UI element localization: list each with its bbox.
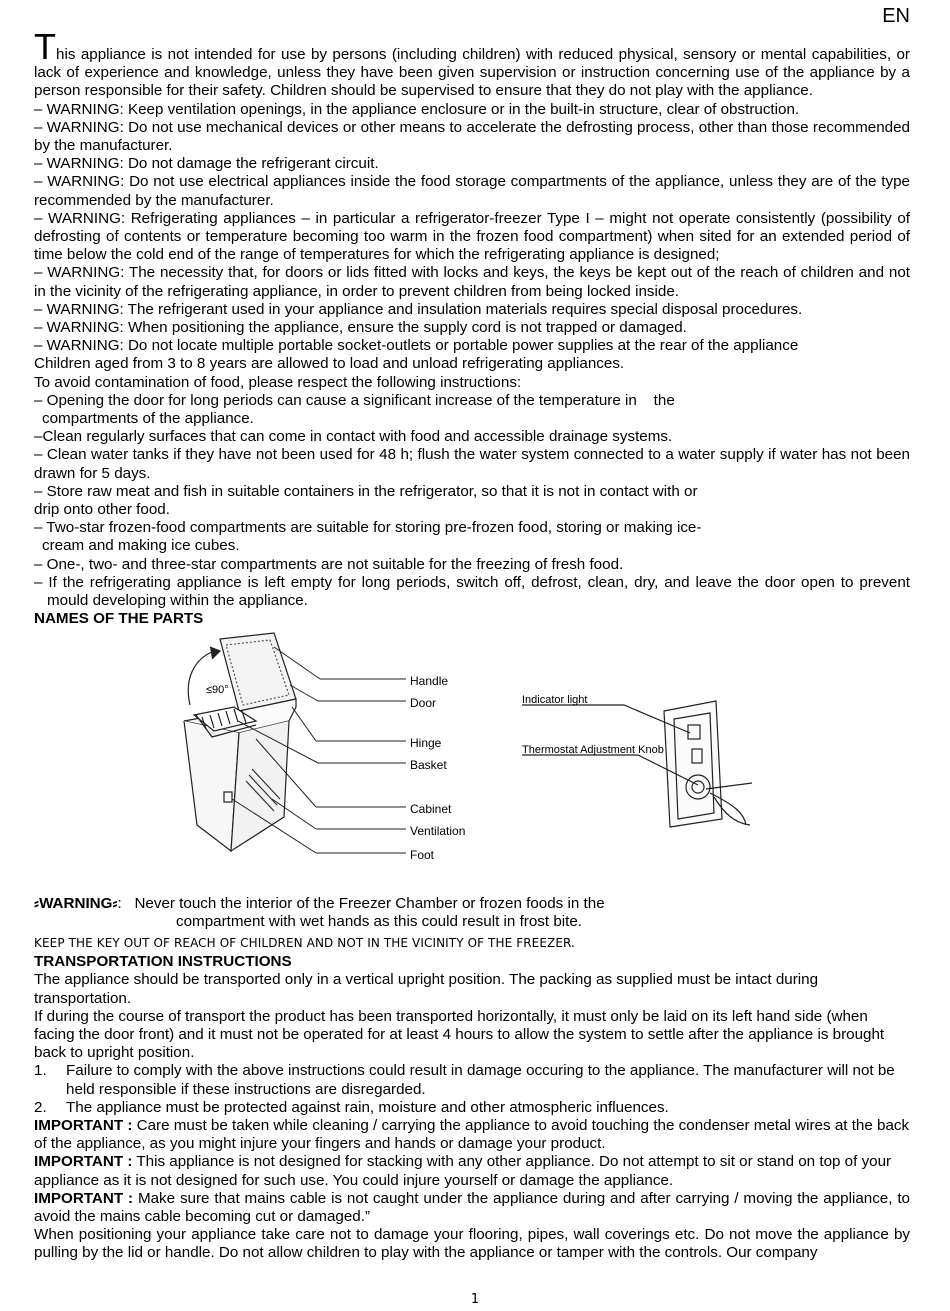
transport-paragraph-2: If during the course of transport the product has been transported horizontally, it must only be laid on its left hand side (when facing the door front) and it must not be operated for at least 4 hours to allow the system to settle after the appliance is brought back to upright position. bbox=[34, 1007, 885, 1062]
transport-numbered-item-2 bbox=[34, 1099, 910, 1117]
contamination-item-raw-meat-cont: drip onto other food. bbox=[34, 501, 170, 519]
frost-warning-line1: Never touch the interior of the Freezer Chamber or frozen foods in the bbox=[134, 894, 605, 912]
frost-warning bbox=[34, 895, 910, 931]
contamination-item-surfaces: –Clean regularly surfaces that can come in contact with food and accessible drainage systems. bbox=[34, 428, 673, 446]
contamination-item-two-star: – Two-star frozen-food compartments are suitable for storing pre-frozen food, storing or making ice- bbox=[34, 519, 702, 537]
warning-defrosting: – WARNING: Do not use mechanical devices or other means to accelerate the defrosting process, other than those recommended by the manufacturer. bbox=[34, 118, 910, 155]
lid-angle-label: ≤90° bbox=[206, 683, 229, 696]
document-body bbox=[34, 26, 910, 1263]
warning-electrical-appliances: – WARNING: Do not use electrical appliances inside the food storage compartments of the appliance, unless they are of the type recommended by the manufacturer. bbox=[34, 173, 910, 209]
important-mains-cable bbox=[34, 1190, 910, 1226]
warning-ventilation: – WARNING: Keep ventilation openings, in the appliance enclosure or in the built-in structure, clear of obstruction. bbox=[34, 100, 800, 118]
frost-warning-colon: : bbox=[117, 894, 122, 912]
label-foot: Foot bbox=[410, 847, 435, 862]
drop-cap: T bbox=[34, 26, 56, 67]
label-ventilation: Ventilation bbox=[410, 823, 466, 838]
contamination-intro: To avoid contamination of food, please respect the following instructions: bbox=[34, 373, 522, 391]
important-label: IMPORTANT : bbox=[34, 1189, 134, 1207]
warning-supply-cord: – WARNING: When positioning the appliance, ensure the supply cord is not trapped or damaged. bbox=[34, 319, 687, 337]
page-number: 1 bbox=[470, 1292, 480, 1307]
item-number: 1. bbox=[34, 1062, 47, 1080]
contamination-item-two-star-cont: cream and making ice cubes. bbox=[42, 537, 240, 555]
warning-disposal: – WARNING: The refrigerant used in your appliance and insulation materials requires special disposal procedures. bbox=[34, 300, 803, 318]
label-hinge: Hinge bbox=[410, 735, 442, 750]
transport-paragraph-1: The appliance should be transported only in a vertical upright position. The packing as supplied must be intact during transportation. bbox=[34, 971, 819, 1007]
important-text: Care must be taken while cleaning / carrying the appliance to avoid touching the condenser metal wires at the back of the appliance, as you might injure your fingers and hands or damage your product. bbox=[34, 1116, 910, 1153]
label-indicator-light: Indicator light bbox=[522, 693, 588, 706]
children-note: Children aged from 3 to 8 years are allowed to load and unload refrigerating appliances. bbox=[34, 355, 625, 373]
parts-diagram bbox=[34, 629, 910, 881]
label-handle: Handle bbox=[410, 673, 449, 688]
important-label: IMPORTANT : bbox=[34, 1116, 133, 1134]
contamination-item-door: – Opening the door for long periods can cause a significant increase of the temperature in the bbox=[34, 391, 675, 409]
intro-paragraph bbox=[34, 26, 910, 101]
contamination-item-door-cont: compartments of the appliance. bbox=[42, 410, 254, 428]
item-number: 2. bbox=[34, 1098, 47, 1116]
transport-heading: TRANSPORTATION INSTRUCTIONS bbox=[34, 953, 292, 971]
warning-locks-keys: – WARNING: The necessity that, for doors or lids fitted with locks and keys, the keys be kept out of the reach of children and not in the vicinity of the refrigerating appliance, in order to prevent children from being locked inside. bbox=[34, 264, 910, 300]
item-text: Failure to comply with the above instructions could result in damage occuring to the appliance. The manufacturer will not be held responsible if these instructions are disregarded. bbox=[66, 1062, 895, 1098]
label-cabinet: Cabinet bbox=[410, 801, 452, 816]
positioning-paragraph: When positioning your appliance take care not to damage your flooring, pipes, wall coverings etc. Do not move the appliance by pulling by the lid or handle. Do not allow children to play with the appliance or tamper with the controls. Our company bbox=[34, 1226, 910, 1262]
intro-text: his appliance is not intended for use by persons (including children) with reduced physical, sensory or mental capabilities, or lack of experience and knowledge, unless they have been given supervision or instruction concerning use of the appliance by a person responsible for their safety. Children should be supervised to ensure that they do not play with the appliance. bbox=[34, 46, 910, 100]
contamination-item-water-tanks: – Clean water tanks if they have not been used for 48 h; flush the water system connected to a water supply if water has not been drawn for 5 days. bbox=[34, 446, 910, 482]
warning-socket-outlets: – WARNING: Do not locate multiple portable socket-outlets or portable power supplies at the rear of the appliance bbox=[34, 337, 799, 355]
lightning-icon: ⸗ bbox=[34, 894, 40, 912]
contamination-item-raw-meat: – Store raw meat and fish in suitable containers in the refrigerator, so that it is not in contact with or bbox=[34, 482, 698, 500]
warning-refrigerant-circuit: – WARNING: Do not damage the refrigerant circuit. bbox=[34, 155, 379, 173]
transport-numbered-item-1 bbox=[34, 1062, 910, 1098]
important-stacking bbox=[34, 1153, 910, 1189]
key-notice: KEEP THE KEY OUT OF REACH OF CHILDREN AND NOT IN THE VICINITY OF THE FREEZER. bbox=[34, 935, 575, 950]
item-text: The appliance must be protected against rain, moisture and other atmospheric influences. bbox=[66, 1098, 669, 1116]
important-label: IMPORTANT : bbox=[34, 1153, 133, 1171]
freezer-illustration bbox=[34, 629, 910, 881]
warning-temperature-range: – WARNING: Refrigerating appliances – in particular a refrigerator-freezer Type I – might not operate consistently (possibility of defrosting of contents or temperature becoming too warm in the frozen food compartment) when sited for an extended period of time below the cold end of the range of temperatures for which the refrigerating appliance is designed; bbox=[34, 209, 910, 264]
important-text: Make sure that mains cable is not caught under the appliance during and after carrying / moving the appliance, to avoid the mains cable becoming cut or damaged.” bbox=[34, 1189, 910, 1225]
label-door: Door bbox=[410, 695, 437, 710]
label-thermostat-knob: Thermostat Adjustment Knob bbox=[522, 743, 664, 756]
important-cleaning bbox=[34, 1117, 910, 1153]
frost-warning-line2: compartment with wet hands as this could result in frost bite. bbox=[176, 912, 583, 930]
lightning-icon: ⸗ bbox=[112, 894, 118, 912]
contamination-item-empty: – If the refrigerating appliance is left empty for long periods, switch off, defrost, clean, dry, and leave the door open to prevent mould developing within the appliance. bbox=[34, 573, 910, 610]
important-text: This appliance is not designed for stacking with any other appliance. Do not attempt to sit or stand on top of your appliance as it is not designed for such use. You could injure yourself or damage the appliance. bbox=[34, 1153, 892, 1189]
label-basket: Basket bbox=[410, 757, 447, 772]
parts-heading: NAMES OF THE PARTS bbox=[34, 610, 204, 628]
contamination-item-one-two-three-star: – One-, two- and three-star compartments are not suitable for the freezing of fresh food. bbox=[34, 555, 624, 573]
frost-warning-label: WARNING bbox=[39, 894, 113, 912]
language-code: EN bbox=[882, 5, 910, 27]
